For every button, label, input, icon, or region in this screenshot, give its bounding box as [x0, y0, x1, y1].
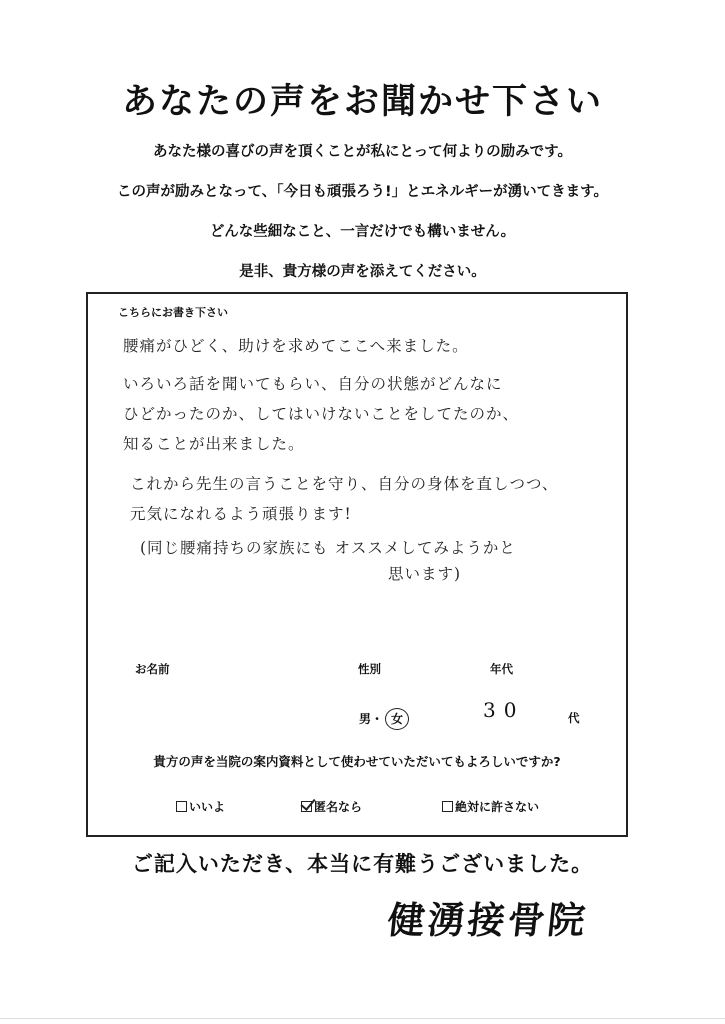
handwriting-line-5: これから先生の言うことを守り、自分の身体を直しつつ、 — [130, 475, 559, 493]
gender-label: 性別 — [358, 662, 381, 676]
thanks-message: ご記入いただき、本当に有難うございました。 — [131, 852, 594, 876]
intro-line-3: どんな些細なこと、一言だけでも構いません。 — [209, 224, 516, 240]
handwriting-line-4: 知ることが出来ました。 — [123, 435, 305, 453]
intro-line-2: この声が励みとなって、「今日も頑張ろう!」とエネルギーが湧いてきます。 — [117, 184, 608, 200]
gender-value — [359, 708, 409, 730]
intro-line-4: 是非、貴方様の声を添えてください。 — [239, 264, 486, 280]
handwriting-line-1: 腰痛がひどく、助けを求めてここへ来ました。 — [123, 337, 469, 355]
clinic-logo: 健湧接骨院 — [385, 898, 590, 942]
option-anonymous-label: 匿名なら — [314, 800, 363, 814]
permission-question: 貴方の声を当院の案内資料として使わせていただいてもよろしいですか? — [153, 754, 561, 769]
handwriting-line-2: いろいろ話を聞いてもらい、自分の状態がどんなに — [123, 375, 503, 393]
box-label: こちらにお書き下さい — [118, 306, 228, 319]
option-refuse-label: 絶対に許さない — [455, 800, 540, 814]
option-anonymous[interactable] — [301, 798, 362, 815]
handwriting-line-3: ひどかったのか、してはいけないことをしてたのか、 — [123, 405, 520, 423]
intro-line-1: あなた様の喜びの声を頂くことが私にとって何よりの励みです。 — [152, 144, 573, 160]
option-ok-label: いいよ — [189, 800, 226, 814]
option-refuse[interactable] — [442, 798, 539, 815]
age-value: 30 — [483, 698, 525, 722]
gender-male: 男 — [359, 712, 372, 726]
age-label: 年代 — [490, 662, 513, 676]
checkbox-icon[interactable] — [442, 801, 453, 812]
checked-checkbox-icon[interactable] — [301, 801, 312, 812]
age-unit: 代 — [568, 711, 580, 725]
handwriting-line-7: (同じ腰痛持ちの家族にも オススメしてみようかと — [140, 539, 516, 557]
comment-box — [86, 292, 628, 837]
checkbox-icon[interactable] — [176, 801, 187, 812]
gender-female-circled: 女 — [385, 708, 409, 730]
gender-separator: ・ — [371, 712, 384, 726]
page-title: あなたの声をお聞かせ下さい — [121, 82, 603, 122]
handwriting-line-8: 思います) — [388, 565, 462, 583]
name-label: お名前 — [135, 662, 170, 676]
handwriting-line-6: 元気になれるよう頑張ります! — [130, 505, 352, 523]
option-ok[interactable] — [176, 798, 225, 815]
bottom-divider — [0, 1018, 725, 1019]
